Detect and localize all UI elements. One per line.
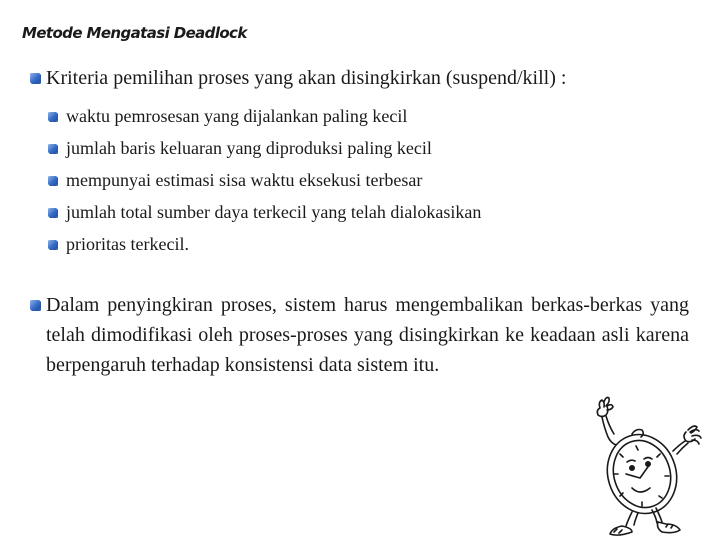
square-bullet-icon	[48, 112, 57, 121]
slide-title: Metode Mengatasi Deadlock	[22, 24, 247, 42]
body-paragraph: Dalam penyingkiran proses, sistem harus mengembalikan berkas-berkas yang telah dimodifikasi oleh proses-proses yang disingkirkan ke keadaan asli karena berpengaruh terhadap konsistensi data sistem itu.	[46, 294, 689, 376]
square-bullet-icon	[48, 208, 57, 217]
criteria-item-text: jumlah baris keluaran yang diproduksi paling kecil	[66, 138, 432, 158]
criteria-item-text: prioritas terkecil.	[66, 234, 189, 254]
dancing-clock-icon	[572, 396, 720, 540]
square-bullet-icon	[30, 300, 40, 310]
square-bullet-icon	[48, 240, 57, 249]
criteria-heading: Kriteria pemilihan proses yang akan disingkirkan (suspend/kill) :	[46, 67, 567, 89]
square-bullet-icon	[48, 144, 57, 153]
criteria-item-text: jumlah total sumber daya terkecil yang telah dialokasikan	[66, 202, 482, 222]
square-bullet-icon	[30, 73, 40, 83]
square-bullet-icon	[48, 176, 57, 185]
criteria-item-text: waktu pemrosesan yang dijalankan paling kecil	[66, 106, 408, 126]
criteria-item-text: mempunyai estimasi sisa waktu eksekusi terbesar	[66, 170, 423, 190]
